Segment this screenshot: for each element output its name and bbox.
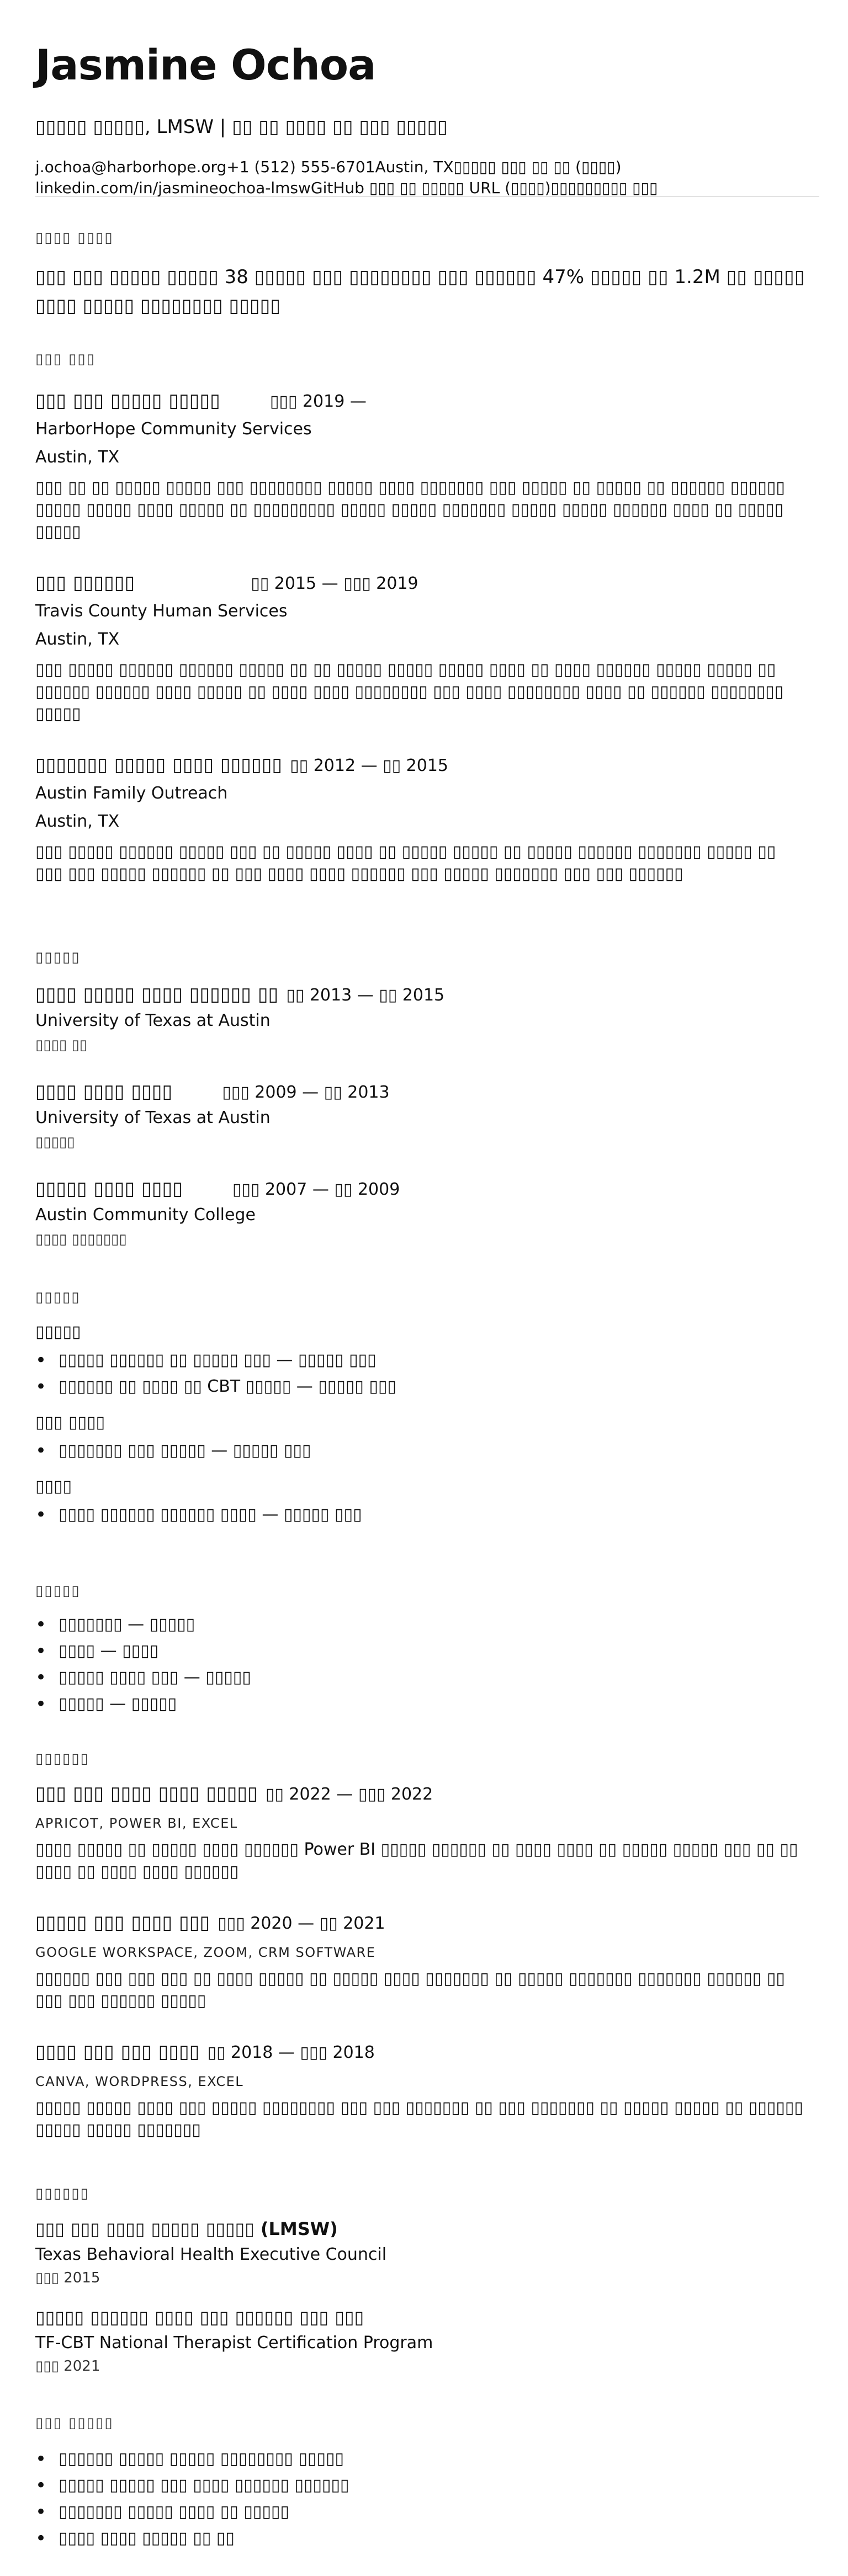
list-item: • ▯▯▯▯▯ ▯▯▯▯▯▯ ▯▯ ▯▯▯▯▯ ▯▯▯ — ▯▯▯▯▯ ▯▯▯ [35, 1347, 396, 1374]
education-entry [35, 983, 444, 1053]
list-item: • ▯▯▯▯▯▯▯ ▯▯▯▯▯ ▯▯▯▯ ▯▯ ▯▯▯▯▯ [35, 2499, 349, 2525]
job-location: Austin, TX [35, 448, 120, 467]
certification-year: ▯▯▯ 2021 [35, 2358, 100, 2375]
certification-entry [35, 2218, 386, 2286]
email-link[interactable]: j.ochoa@harborhope.org [35, 158, 227, 176]
job-description: ▯▯▯ ▯▯▯▯▯ ▯▯▯▯▯▯ ▯▯▯▯▯ ▯▯▯ ▯▯ ▯▯▯▯▯ ▯▯▯▯ ▯▯ ▯▯▯▯▯ ▯▯▯▯▯ ▯▯ ▯▯▯▯▯ ▯▯▯▯▯▯ ▯▯▯▯▯▯▯ ▯▯▯▯▯ ▯▯ ▯▯▯ ▯▯▯ ▯▯▯▯▯ ▯▯▯▯▯▯ ▯▯ ▯▯▯ ▯▯▯▯ ▯▯▯▯ ▯▯▯▯▯▯ ▯▯▯ ▯▯▯▯▯ ▯▯▯▯▯▯▯ ▯▯▯ ▯▯▯ ▯▯▯▯▯▯ [35, 842, 776, 883]
job-entry [35, 390, 819, 543]
education-extra: ▯▯▯▯ ▯▯▯▯▯▯▯ [35, 1231, 127, 1248]
education-extra: ▯▯▯▯▯ [35, 1134, 75, 1151]
experience-heading: ▯▯▯ ▯▯▯ [35, 351, 96, 368]
school-name: University of Texas at Austin [35, 1011, 271, 1030]
job-org: HarborHope Community Services [35, 419, 312, 439]
job-description: ▯▯▯ ▯▯ ▯▯ ▯▯▯▯▯ ▯▯▯▯▯ ▯▯▯ ▯▯▯▯▯▯▯▯ ▯▯▯▯▯ ▯▯▯▯ ▯▯▯▯▯▯▯ ▯▯▯ ▯▯▯▯▯ ▯▯ ▯▯▯▯▯ ▯▯ ▯▯▯▯▯▯ ▯▯▯▯▯▯ ▯▯▯▯▯ ▯▯▯▯▯ ▯▯▯▯ ▯▯▯▯▯ ▯▯ ▯▯▯▯▯▯▯▯▯ ▯▯▯▯▯ ▯▯▯▯▯ ▯▯▯▯▯▯▯ ▯▯▯▯▯ ▯▯▯▯▯ ▯▯▯▯▯▯ ▯▯▯▯ ▯▯ ▯▯▯▯▯ ▯▯▯▯▯ [35, 478, 785, 541]
phone-text: +1 (512) 555-6701 [226, 158, 375, 176]
list-item: • ▯▯▯▯ — ▯▯▯▯ [35, 1638, 251, 1664]
project-entry [35, 1912, 808, 2012]
education-entry [35, 1081, 390, 1151]
list-item: • ▯▯▯▯▯ ▯▯▯▯ ▯▯▯ — ▯▯▯▯▯ [35, 1664, 251, 1691]
candidate-name: Jasmine Ochoa [35, 40, 376, 89]
job-title: ▯▯▯ ▯▯▯ ▯▯▯▯▯ ▯▯▯▯▯ [35, 390, 220, 412]
list-item: • ▯▯▯▯▯▯ ▯▯ ▯▯▯▯ ▯▯ CBT ▯▯▯▯▯ — ▯▯▯▯▯ ▯▯▯ [35, 1374, 396, 1400]
location-text: Austin, TX [375, 158, 454, 176]
header-divider [35, 196, 819, 197]
job-entry [35, 572, 819, 725]
certifications-heading: ▯▯▯▯▯▯ [35, 2185, 89, 2202]
project-tools: GOOGLE WORKSPACE, ZOOM, CRM SOFTWARE [35, 1945, 376, 1960]
interests-heading: ▯▯▯ ▯▯▯▯▯ [35, 2415, 114, 2431]
skill-group-name: ▯▯▯▯▯ [35, 1322, 81, 1342]
certification-org: Texas Behavioral Health Executive Council [35, 2245, 387, 2264]
list-item: • ▯▯▯▯▯▯▯ — ▯▯▯▯▯ [35, 1611, 251, 1638]
project-description: ▯▯▯▯▯▯ ▯▯▯ ▯▯▯ ▯▯▯ ▯▯ ▯▯▯▯ ▯▯▯▯▯ ▯▯ ▯▯▯▯▯ ▯▯▯▯ ▯▯▯▯▯▯▯ ▯▯ ▯▯▯▯▯ ▯▯▯▯▯▯▯ ▯▯▯▯▯▯▯ ▯▯▯▯▯▯ ▯▯ ▯▯▯ ▯▯▯ ▯▯▯▯▯▯ ▯▯▯▯▯ [35, 1969, 785, 2010]
job-dates: ▯▯▯ 2019 — [269, 392, 367, 411]
skill-group-name: ▯▯▯▯ [35, 1477, 72, 1496]
headline: ▯▯▯▯▯ ▯▯▯▯▯, LMSW | ▯▯ ▯▯ ▯▯▯▯ ▯▯ ▯▯▯ ▯▯▯▯▯ [35, 116, 448, 138]
project-entry [35, 2041, 808, 2141]
certification-entry [35, 2307, 433, 2375]
skill-list [35, 1438, 311, 1464]
project-title: ▯▯▯ ▯▯▯ ▯▯▯▯ ▯▯▯▯ ▯▯▯▯▯ [35, 1782, 258, 1805]
project-title: ▯▯▯▯▯ ▯▯▯ ▯▯▯▯ ▯▯▯ [35, 1912, 210, 1934]
project-entry [35, 1782, 808, 1883]
project-dates: ▯▯▯ 2020 — ▯▯ 2021 [218, 1914, 385, 1933]
job-location: Austin, TX [35, 630, 120, 649]
languages-heading: ▯▯▯▯▯ [35, 1583, 81, 1599]
education-extra: ▯▯▯▯ ▯▯ [35, 1037, 88, 1053]
project-description: ▯▯▯▯ ▯▯▯▯▯ ▯▯ ▯▯▯▯▯ ▯▯▯▯ ▯▯▯▯▯▯ Power BI ▯▯▯▯▯ ▯▯▯▯▯▯ ▯▯ ▯▯▯▯ ▯▯▯▯ ▯▯ ▯▯▯▯▯ ▯▯▯▯▯ ▯▯▯ ▯▯ ▯▯ ▯▯▯▯ ▯▯ ▯▯▯▯ ▯▯▯▯ ▯▯▯▯▯▯ [35, 1840, 798, 1881]
degree-title: ▯▯▯▯▯ ▯▯▯▯ ▯▯▯▯ [35, 1178, 183, 1200]
list-item: • ▯▯▯▯▯▯▯ ▯▯▯ ▯▯▯▯▯ — ▯▯▯▯▯ ▯▯▯ [35, 1438, 311, 1464]
contact-row [35, 158, 622, 176]
education-dates: ▯▯▯ 2009 — ▯▯ 2013 [222, 1083, 390, 1102]
list-item: • ▯▯▯▯ ▯▯▯▯ ▯▯▯▯▯ ▯▯ ▯▯ [35, 2525, 349, 2552]
job-org: Austin Family Outreach [35, 784, 228, 803]
job-dates: ▯▯ 2012 — ▯▯ 2015 [290, 756, 449, 775]
skills-heading: ▯▯▯▯▯ [35, 1289, 81, 1306]
interests-list [35, 2446, 349, 2552]
school-name: University of Texas at Austin [35, 1108, 271, 1127]
job-org: Travis County Human Services [35, 602, 288, 621]
degree-title: ▯▯▯▯ ▯▯▯▯▯ ▯▯▯▯ ▯▯▯▯▯▯ ▯▯ [35, 983, 279, 1005]
certification-org: TF-CBT National Therapist Certification Program [35, 2333, 433, 2353]
education-heading: ▯▯▯▯▯ [35, 949, 81, 966]
project-dates: ▯▯ 2022 — ▯▯▯ 2022 [265, 1785, 433, 1804]
education-entry [35, 1178, 400, 1248]
skill-group [35, 1413, 311, 1464]
education-dates: ▯▯ 2013 — ▯▯ 2015 [286, 986, 445, 1005]
list-item: • ▯▯▯▯ ▯▯▯▯▯▯ ▯▯▯▯▯▯ ▯▯▯▯ — ▯▯▯▯▯ ▯▯▯ [35, 1502, 362, 1528]
education-dates: ▯▯▯ 2007 — ▯▯ 2009 [232, 1180, 400, 1199]
certification-year: ▯▯▯ 2015 [35, 2270, 100, 2286]
list-item: • ▯▯▯▯▯▯ ▯▯▯▯▯ ▯▯▯▯▯ ▯▯▯▯▯▯▯▯ ▯▯▯▯▯ [35, 2446, 349, 2472]
project-description: ▯▯▯▯▯ ▯▯▯▯▯ ▯▯▯▯ ▯▯▯ ▯▯▯▯▯ ▯▯▯▯▯▯▯▯ ▯▯▯ ▯▯▯ ▯▯▯▯▯▯▯ ▯▯ ▯▯▯ ▯▯▯▯▯▯▯ ▯▯ ▯▯▯▯▯ ▯▯▯▯▯ ▯▯ ▯▯▯▯▯▯ ▯▯▯▯▯ ▯▯▯▯▯ ▯▯▯▯▯▯▯ [35, 2098, 803, 2139]
job-description: ▯▯▯ ▯▯▯▯▯ ▯▯▯▯▯▯ ▯▯▯▯▯▯ ▯▯▯▯▯ ▯▯ ▯▯ ▯▯▯▯▯ ▯▯▯▯▯ ▯▯▯▯▯ ▯▯▯▯ ▯▯ ▯▯▯▯ ▯▯▯▯▯▯ ▯▯▯▯▯ ▯▯▯▯▯ ▯▯ ▯▯▯▯▯▯ ▯▯▯▯▯▯ ▯▯▯▯ ▯▯▯▯▯ ▯▯ ▯▯▯▯ ▯▯▯▯ ▯▯▯▯▯▯▯▯ ▯▯▯ ▯▯▯▯ ▯▯▯▯▯▯▯▯ ▯▯▯▯ ▯▯ ▯▯▯▯▯▯ ▯▯▯▯▯▯▯▯ ▯▯▯▯▯ [35, 660, 784, 723]
project-dates: ▯▯ 2018 — ▯▯▯ 2018 [207, 2043, 375, 2062]
project-tools: APRICOT, POWER BI, EXCEL [35, 1816, 238, 1831]
list-item: • ▯▯▯▯▯ ▯▯▯▯▯ ▯▯▯ ▯▯▯▯ ▯▯▯▯▯▯ ▯▯▯▯▯▯ [35, 2472, 349, 2499]
job-dates: ▯▯ 2015 — ▯▯▯ 2019 [251, 574, 418, 593]
skill-group [35, 1322, 396, 1400]
summary-text: ▯▯▯ ▯▯▯ ▯▯▯▯▯ ▯▯▯▯▯ 38 ▯▯▯▯▯ ▯▯▯ ▯▯▯▯▯▯▯▯ ▯▯▯ ▯▯▯▯▯▯ 47% ▯▯▯▯▯ ▯▯ 1.2M ▯▯ ▯▯▯▯▯ ▯▯▯▯ ▯▯▯▯▯ ▯▯▯▯▯▯▯▯ ▯▯▯▯▯ [35, 266, 805, 317]
job-title: ▯▯▯▯▯▯▯ ▯▯▯▯▯ ▯▯▯▯ ▯▯▯▯▯▯ [35, 754, 283, 776]
degree-title: ▯▯▯▯ ▯▯▯▯ ▯▯▯▯ [35, 1081, 173, 1103]
contact-note: ▯▯▯▯▯ ▯▯▯ ▯▯ ▯▯ (▯▯▯▯) [453, 158, 622, 176]
job-location: Austin, TX [35, 812, 120, 831]
job-entry [35, 754, 819, 885]
links-row [35, 179, 658, 197]
languages-list [35, 1611, 251, 1717]
certification-name: ▯▯▯▯▯ ▯▯▯▯▯▯ ▯▯▯▯ ▯▯▯ ▯▯▯▯▯▯ ▯▯▯ ▯▯▯ [35, 2307, 364, 2328]
list-item: • ▯▯▯▯▯ — ▯▯▯▯▯ [35, 1691, 251, 1717]
skill-list [35, 1502, 362, 1528]
project-tools: CANVA, WORDPRESS, EXCEL [35, 2074, 244, 2089]
project-title: ▯▯▯▯ ▯▯▯ ▯▯▯ ▯▯▯▯ [35, 2041, 200, 2063]
job-title: ▯▯▯ ▯▯▯▯▯▯ [35, 572, 135, 594]
skill-list [35, 1347, 396, 1400]
linkedin-link[interactable]: linkedin.com/in/jasmineochoa-lmsw [35, 179, 311, 197]
skill-group-name: ▯▯▯ ▯▯▯▯ [35, 1413, 105, 1432]
certification-name: ▯▯▯ ▯▯▯ ▯▯▯▯ ▯▯▯▯▯ ▯▯▯▯▯ (LMSW) [35, 2218, 338, 2239]
github-note: GitHub ▯▯▯ ▯▯ ▯▯▯▯▯ URL (▯▯▯▯)▯▯▯▯▯▯▯▯▯ ▯▯▯ [310, 179, 658, 197]
school-name: Austin Community College [35, 1205, 256, 1225]
skill-group [35, 1477, 362, 1528]
summary-heading: ▯▯▯▯ ▯▯▯▯ [35, 230, 114, 246]
projects-heading: ▯▯▯▯▯▯ [35, 1750, 89, 1767]
